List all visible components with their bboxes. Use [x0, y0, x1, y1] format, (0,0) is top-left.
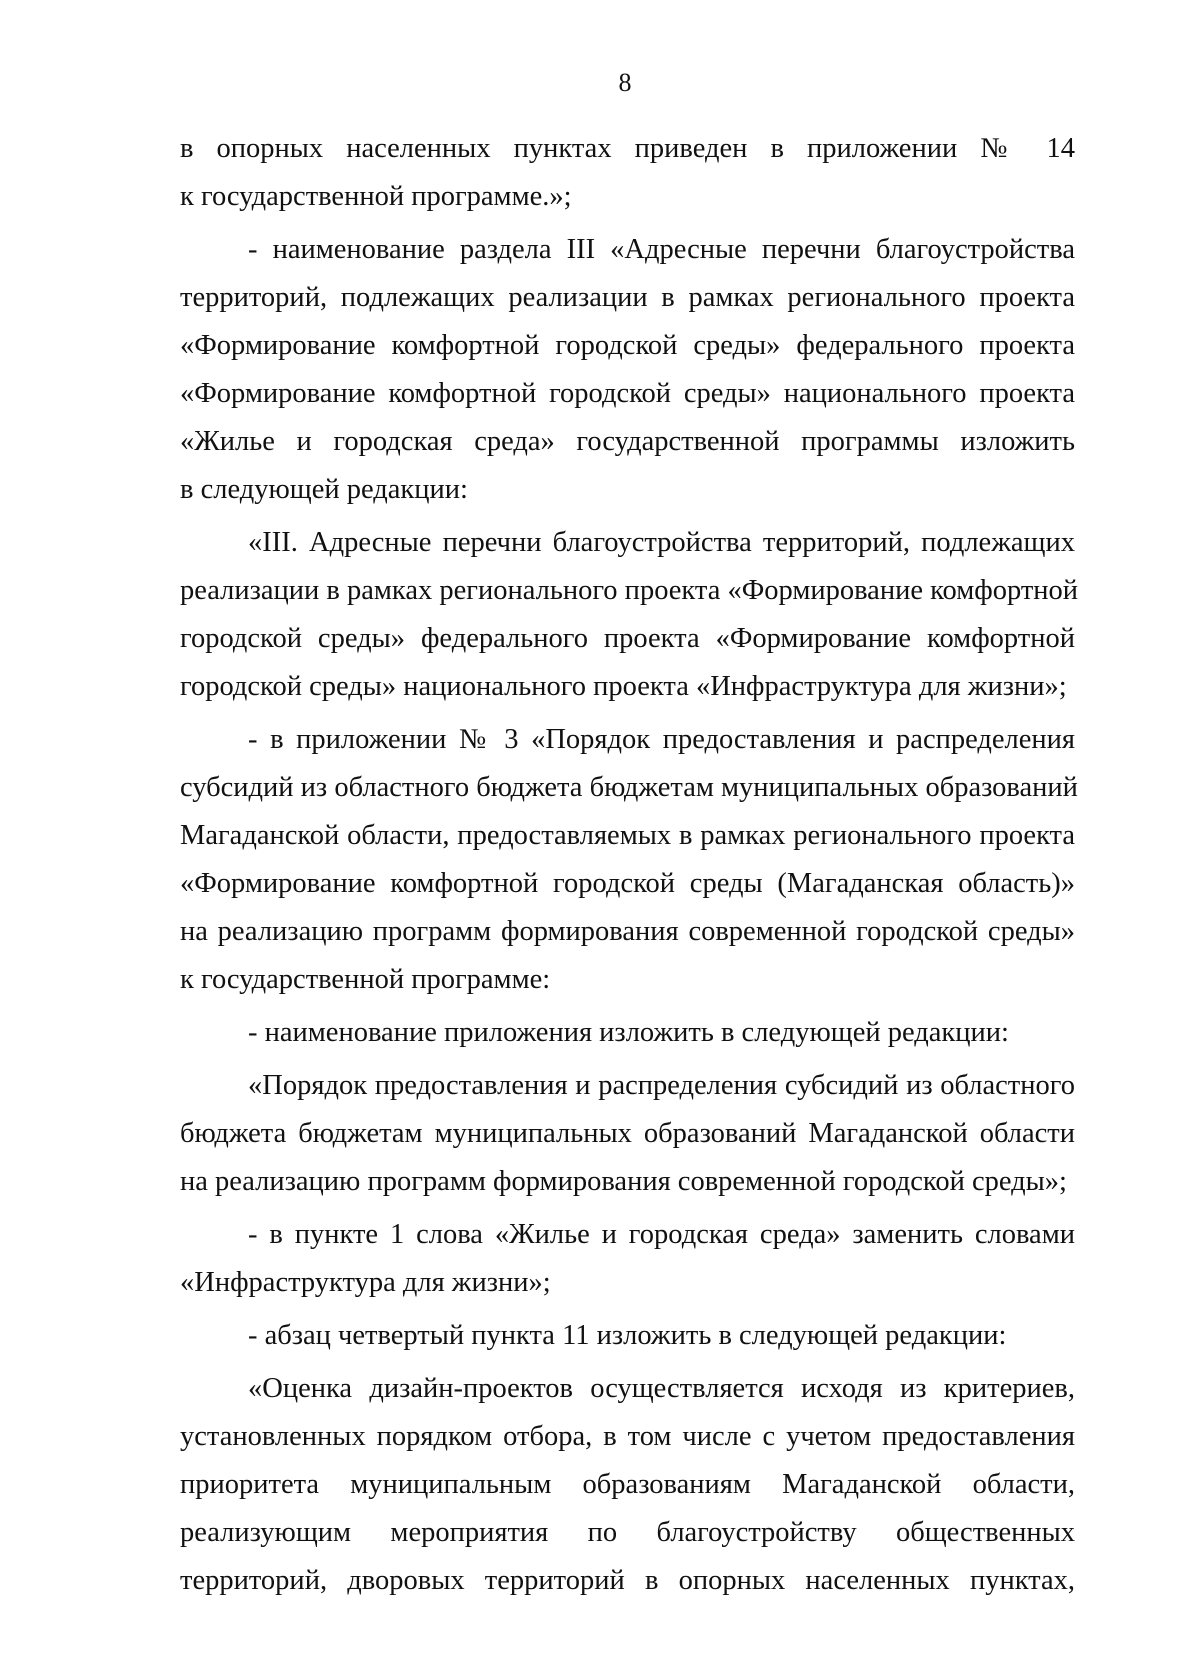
text-line: - наименование приложения изложить в следующей редакции: [248, 1017, 1009, 1048]
text-line: городской среды» федерального проекта «Формирование комфортной [180, 623, 1075, 654]
text-line: «Инфраструктура для жизни»; [180, 1267, 551, 1298]
text-line: реализации в рамках регионального проекта «Формирование комфортной [180, 575, 1079, 606]
text-line: территорий, дворовых территорий в опорных населенных пунктах, [180, 1565, 1075, 1596]
text-line: «Формирование комфортной городской среды» федерального проекта [180, 330, 1075, 361]
text-line: в опорных населенных пунктах приведен в приложении № 14 [180, 133, 1075, 164]
text-line: - в пункте 1 слова «Жилье и городская среда» заменить словами [248, 1219, 1075, 1250]
text-line: к государственной программе: [180, 964, 551, 995]
text-line: - в приложении № 3 «Порядок предоставления и распределения [248, 724, 1075, 755]
text-line: установленных порядком отбора, в том числе с учетом предоставления [180, 1421, 1075, 1452]
text-line: «III. Адресные перечни благоустройства территорий, подлежащих [248, 527, 1075, 558]
text-line: Магаданской области, предоставляемых в рамках регионального проекта [180, 820, 1075, 851]
text-line: «Формирование комфортной городской среды» национального проекта [180, 378, 1075, 409]
text-line: в следующей редакции: [180, 474, 468, 505]
text-line: «Порядок предоставления и распределения субсидий из областного [248, 1070, 1075, 1101]
text-line: территорий, подлежащих реализации в рамках регионального проекта [180, 282, 1075, 313]
text-line: городской среды» национального проекта «Инфраструктура для жизни»; [180, 671, 1067, 702]
text-line: реализующим мероприятия по благоустройству общественных [180, 1517, 1075, 1548]
page-number: 8 [618, 68, 632, 97]
document-body [180, 125, 1079, 1605]
text-line: - абзац четвертый пункта 11 изложить в следующей редакции: [248, 1320, 1007, 1351]
text-line: на реализацию программ формирования современной городской среды»; [180, 1166, 1067, 1197]
text-line: к государственной программе.»; [180, 181, 572, 212]
text-line: «Формирование комфортной городской среды (Магаданская область)» [180, 868, 1075, 899]
text-line: приоритета муниципальным образованиям Магаданской области, [180, 1469, 1075, 1500]
text-line: «Жилье и городская среда» государственной программы изложить [180, 426, 1075, 457]
text-line: на реализацию программ формирования современной городской среды» [180, 916, 1075, 947]
text-line: субсидий из областного бюджета бюджетам муниципальных образований [180, 772, 1078, 803]
text-line: бюджета бюджетам муниципальных образований Магаданской области [180, 1118, 1075, 1149]
text-line: - наименование раздела III «Адресные перечни благоустройства [248, 234, 1075, 265]
text-line: «Оценка дизайн-проектов осуществляется исходя из критериев, [248, 1373, 1075, 1404]
